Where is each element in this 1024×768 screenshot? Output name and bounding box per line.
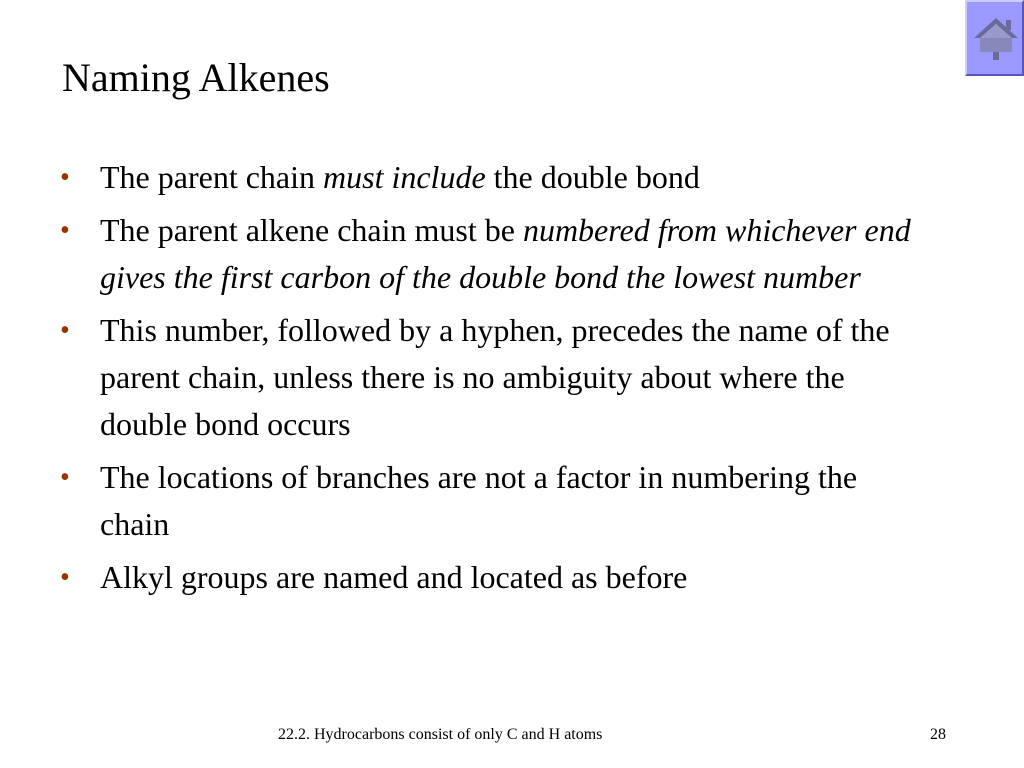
footer-text: 22.2. Hydrocarbons consist of only C and H atoms [278, 726, 603, 743]
bullet-text: The locations of branches are not a factor in numbering the chain [100, 459, 858, 542]
list-item [60, 154, 920, 201]
list-item [60, 454, 920, 548]
bullet-marker: • [60, 315, 70, 346]
list-item [60, 307, 920, 448]
bullet-text: Alkyl groups are named and located as before [100, 559, 688, 595]
bullet-text: The parent chain must include the double bond [100, 159, 700, 195]
bullet-marker: • [60, 462, 70, 493]
bullet-text: The parent alkene chain must be numbered from whichever end gives the first carbon of the double bond the lowest number [100, 212, 911, 295]
home-icon [972, 14, 1020, 62]
bullet-marker: • [60, 215, 70, 246]
home-button[interactable] [965, 0, 1024, 76]
bullet-marker: • [60, 162, 70, 193]
slide-title: Naming Alkenes [62, 55, 330, 100]
bullet-text: This number, followed by a hyphen, precedes the name of the parent chain, unless there is no ambiguity about where the double bond occurs [100, 312, 890, 442]
bullet-marker: • [60, 562, 70, 593]
bullet-list [60, 154, 920, 607]
list-item [60, 554, 920, 601]
list-item [60, 207, 920, 301]
page-number: 28 [930, 726, 946, 743]
